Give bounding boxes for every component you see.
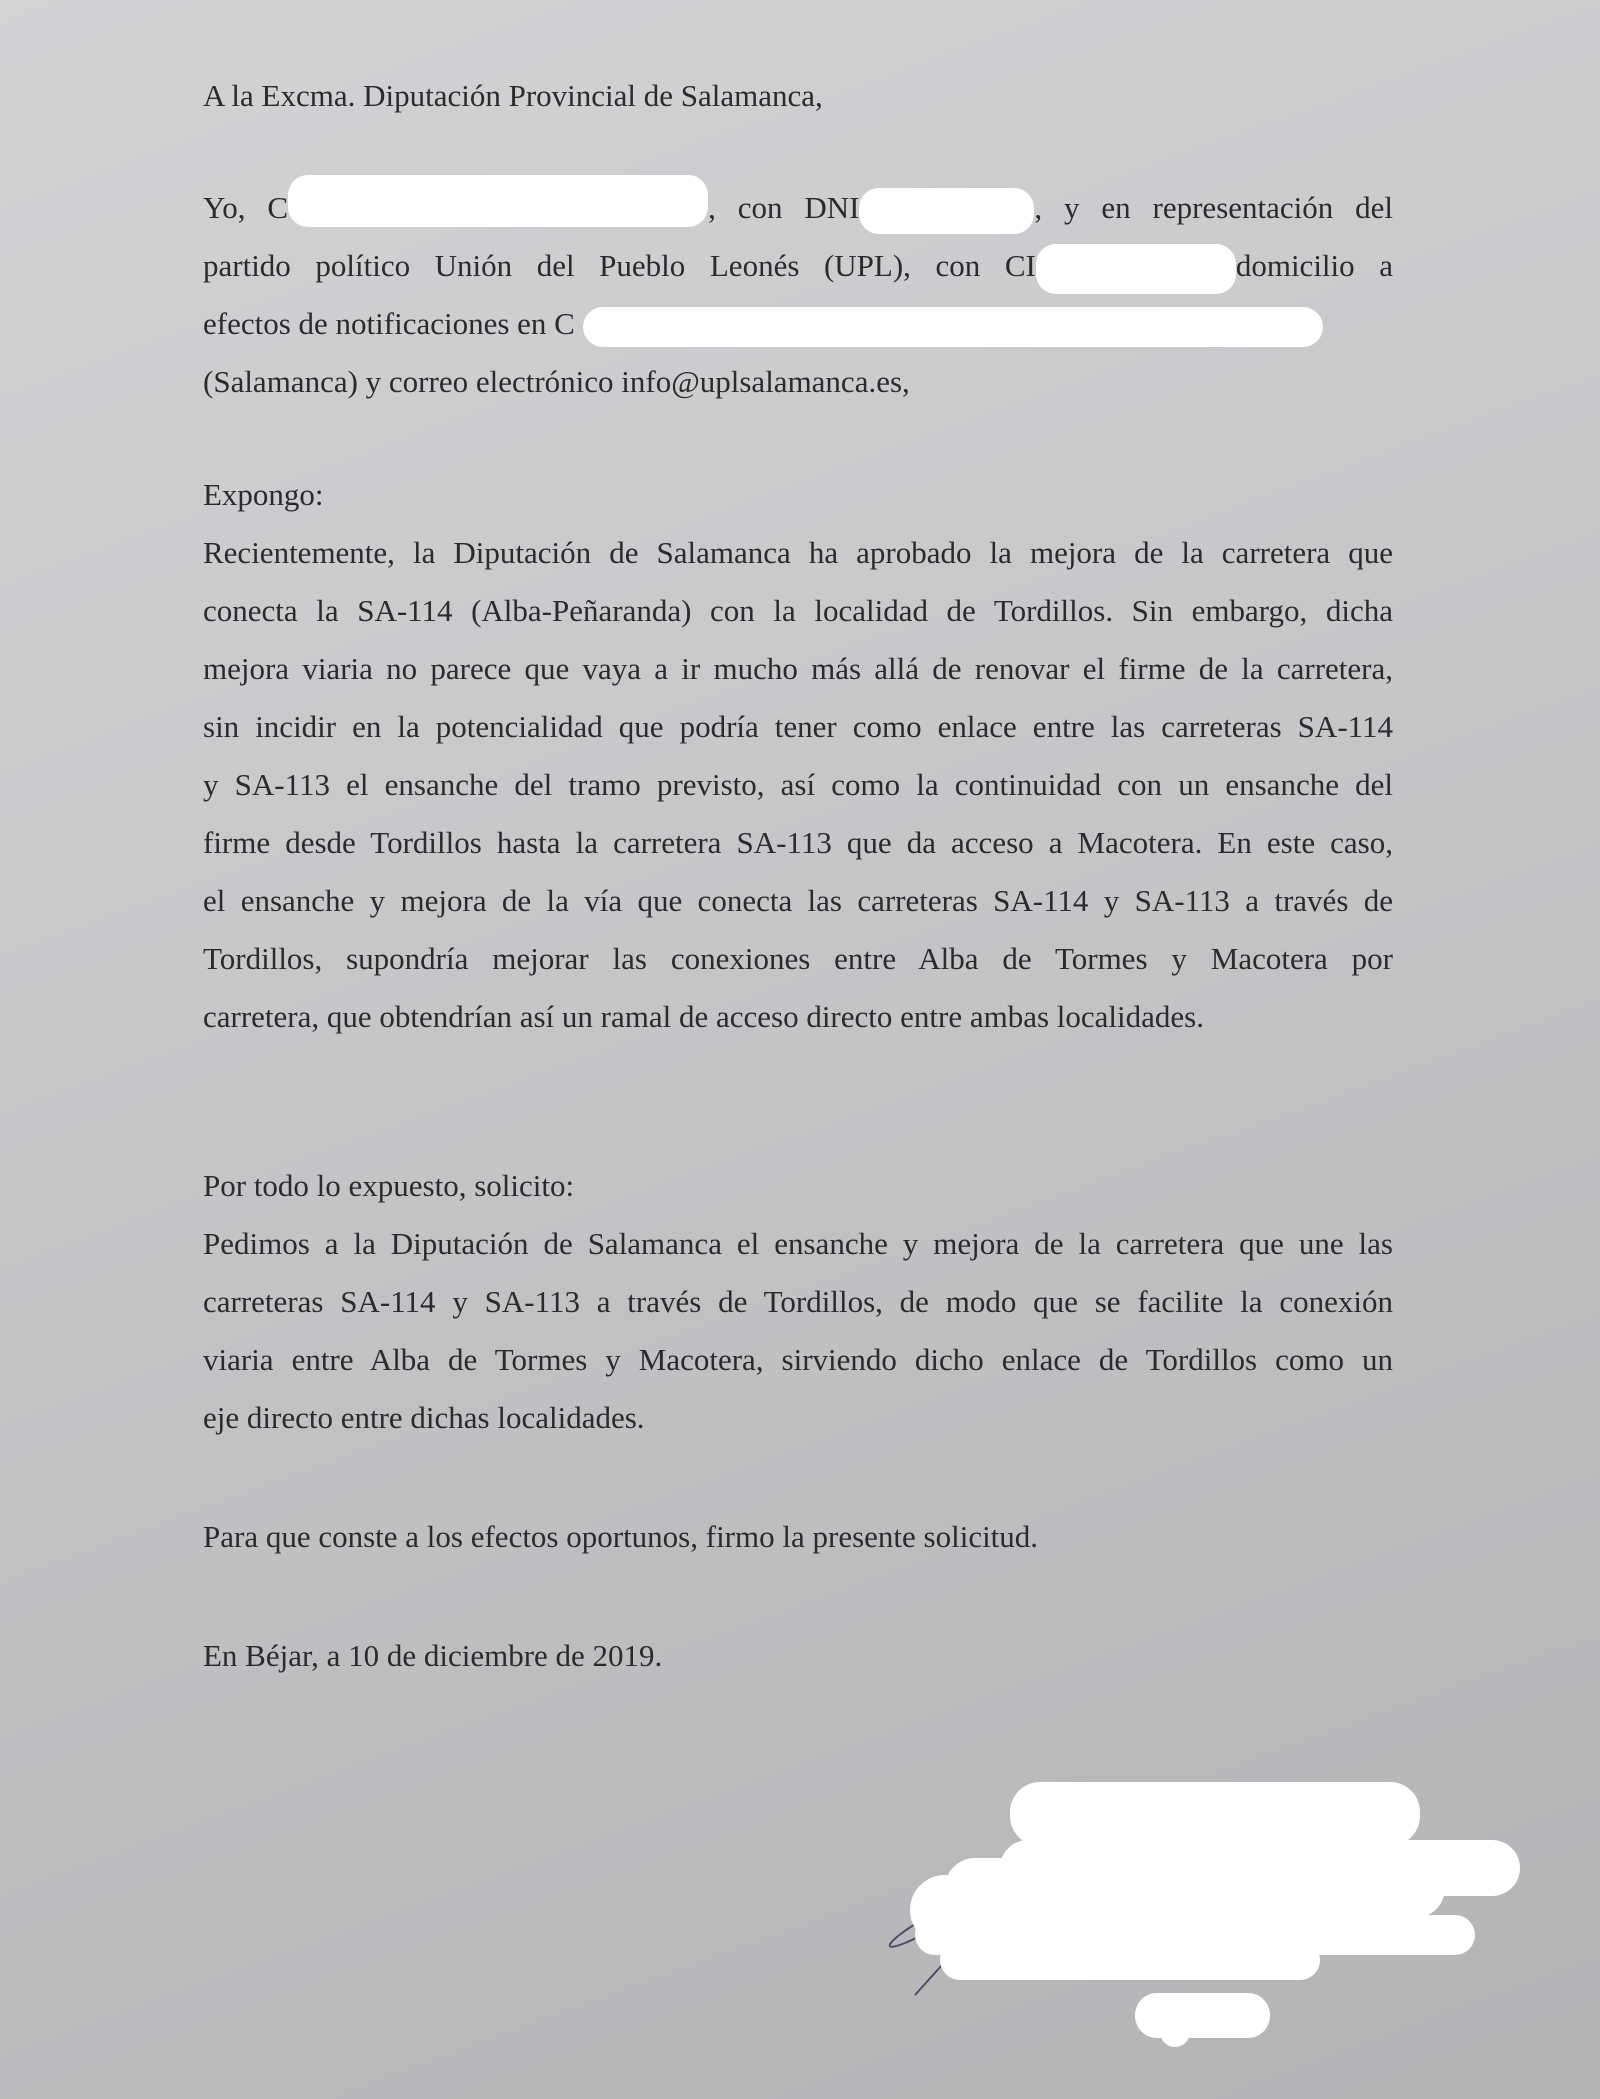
addressee: A la Excma. Diputación Provincial de Salamanca, [203, 78, 823, 113]
solicito-heading: Por todo lo expuesto, solicito: [203, 1168, 575, 1203]
intro-line-4: (Salamanca) y correo electrónico info@uplsalamanca.es, [203, 364, 910, 399]
solicito-section: Por todo lo expuesto, solicito: Pedimos a la Diputación de Salamanca el ensanche y mejora de la carretera que une las carreteras SA-114 y SA-113 a través de Tordillos, de modo que se facilite la conexión viaria entre Alba de Tormes y Macotera, sirviendo dicho enlace de Tordillos como un eje directo entre dichas localidades. [203, 1157, 1393, 1447]
intro-line-3: efectos de notificaciones en C [203, 295, 1393, 353]
intro-line-1: Yo, C , con DNI , y en representación del [203, 179, 1393, 237]
place-date: En Béjar, a 10 de diciembre de 2019. [203, 1638, 663, 1673]
closing: Para que conste a los efectos oportunos, firmo la presente solicitud. [203, 1519, 1039, 1554]
expongo-heading: Expongo: [203, 477, 324, 512]
expongo-section: Expongo: Recientemente, la Diputación de Salamanca ha aprobado la mejora de la carretera que conecta la SA-114 (Alba-Peñaranda) con la localidad de Tordillos. Sin embargo, dicha mejora viaria no parece que vaya a ir mucho más allá de renovar el firme de la carretera, sin incidir en la potencialidad que podría tener como enlace entre las carreteras SA-114 y SA-113 el ensanche del tramo previsto, así como la continuidad con un ensanche del firme desde Tordillos hasta la carretera SA-113 que da acceso a Macotera. En este caso, el ensanche y mejora de la vía que conecta las carreteras SA-114 y SA-113 a través de Tordillos, supondría mejorar las conexiones entre Alba de Tormes y Macotera por carretera, que obtendrían así un ramal de acceso directo entre ambas localidades. [203, 466, 1393, 1046]
intro-line-2: partido político Unión del Pueblo Leonés (UPL), con CI domicilio a [203, 237, 1393, 295]
signature-redaction [910, 1782, 1520, 2047]
